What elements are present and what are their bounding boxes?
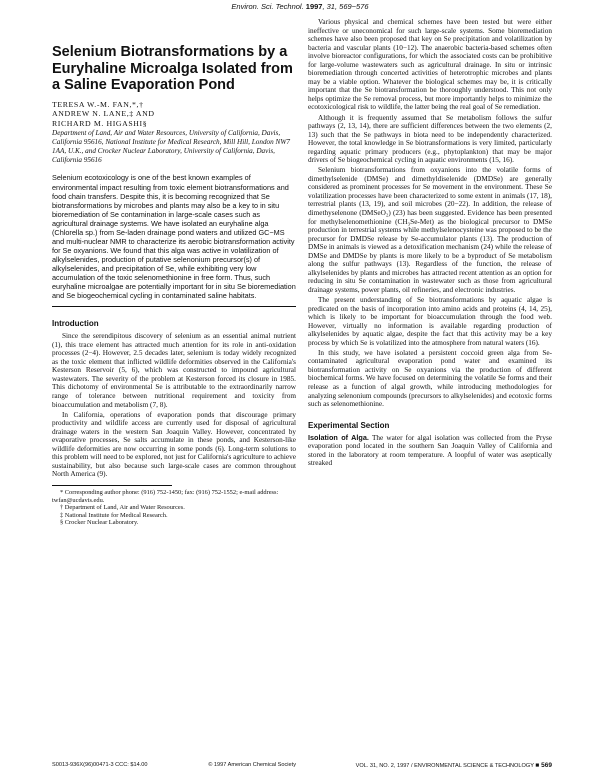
footer-left: [52, 762, 296, 768]
isolation-run-in-heading: Isolation of Alga.: [308, 432, 369, 442]
intro-paragraph: Since the serendipitous discovery of selenium as an essential animal nutrient (1), this trace element has attracted much attention for its role in anti-oxidation processes (2−4). However, 2.5 decades later, selenium is today widely recognized as the toxic element that inflicted wildlife deformities observed in the California's Kesterson Reservoir (5, 6), which was constructed to impound agricultural wastewaters. The severity of the problem at Kesterson forced its closure in 1985. This dichotomy of environmental Se is attributable to the extraordinarily narrow range of tolerance between nutritional requirement and toxicity from bioaccumulation and metabolism (7, 8).: [52, 332, 296, 409]
author-list: [52, 100, 296, 129]
intro-paragraph: In California, operations of evaporation ponds that discourage primary productivity and wildlife access are currently used for disposal of agricultural drainage waters in the western San Joaquin Valley. However, concentrated by evaporative processes, Se salts accumulate in these ponds, and Kesterson-like wildlife deformities are now occurring in some ponds (6). Long-term solutions to this problem will need to be explored, not just for California's agriculture to achieve sustainability, but also because such large-scale cases are common throughout North America (9).: [52, 410, 296, 479]
body-paragraph: In this study, we have isolated a persistent coccoid green alga from Se-contaminated agricultural evaporation pond water and examined its biotransformation activity on Se oxyanions via the production of different biochemical forms. We have focused on determining the volatile Se forms and their release as a function of algal growth, while introducing methodologies for analyzing selenonium compounds (precursors to alkylselenides) and ecotoxic forms such as selenomethionine.: [308, 348, 552, 409]
journal-year: 1997: [305, 2, 323, 11]
footnotes: [52, 485, 279, 527]
page-number: ■ 569: [535, 762, 552, 769]
affiliations: Department of Land, Air and Water Resources, University of California, Davis, California 95616, National Institute for Medical Research, Mill Hill, London NW7 1AA, U.K., and Crocker Nuclear Laboratory, University of California, Davis, California 95616: [52, 129, 290, 164]
left-column: [52, 18, 296, 527]
footer-right: [308, 762, 552, 769]
journal-name: Environ. Sci. Technol.: [231, 2, 304, 11]
running-head: [0, 0, 600, 14]
article-title: Selenium Biotransformations by a Euryhaline Microalga Isolated from a Saline Evaporation Pond: [52, 44, 293, 93]
journal-volume-pages: , 31, 569−576: [322, 2, 369, 11]
footnote-affil-2: ‡ National Institute for Medical Research.: [60, 511, 168, 519]
body-paragraph: Various physical and chemical schemes have been tested but were either ineffective or uneconomical for such large-scale systems. Some bioremediation schemes have also been proposed that key on Se precipitation and volatilization by bacteria and vascular plants (10−12). The anaerobic bacteria-based schemes often involve bioreactor configurations, for which the associated costs can be prohibitive for large-volume wastewaters such as agricultural drainage. In situ or intrinsic bioremediation through concerted activities of heterotrophic microbes and plants may be a viable option. Whatever the biological schemes may be, it is critically important that the Se biotransformation be thoroughly understood. This not only helps optimize the Se removal process, but more importantly helps to minimize the ecotoxicological risk to wildlife, the latter being the real goal of Se remediation.: [308, 18, 552, 112]
author-line: TERESA W.-M. FAN,*,†: [52, 99, 144, 109]
footnote-corresponding: * Corresponding author phone: (916) 752-1450; fax: (916) 752-1552; e-mail address: twfan@ucdavis.edu.: [52, 488, 279, 504]
abstract: Selenium ecotoxicology is one of the best known examples of environmental impact resulting from toxic element biotransformations and food chain transfers. Despite this, it is becoming recognized that Se biotransformations by microbes and plants may also be a key to in situ bioremediation of Se contamination in large-scale cases such as agricultural drainage systems. We have isolated an euryhaline alga (Chlorella sp.) from Se-laden drainage pond waters and utilized GC−MS and multi-nuclear NMR to characterize its aerobic biotransformation activity for Se oxyanions. We found that this alga was active in volatilization of alkylselenides, production of putative selenonium precursor(s) of alkylselenides, and precipitation of Se, while exhibiting very low accumulation of the toxic selenomethionine in free form. Thus, such euryhaline microalgae are potentially important for in situ Se bioremediation and Se biogeochemical cycling in contaminated saline habitats.: [52, 173, 296, 301]
doi-code: S0013-936X(96)00471-3 CCC: $14.00: [52, 762, 148, 768]
body-paragraph: Although it is frequently assumed that Se metabolism follows the sulfur pathways (2, 13, 14), there are sufficient differences between the two elements (2, 13) such that the Se pathways in biota need to be independently characterized. However, the total knowledge in Se biotransformations is very limited, particularly regarding aquatic primary producers (e.g., phytoplankton) that may be major drivers of Se biogeochemical cycling in aquatic environments (15, 16).: [308, 113, 552, 165]
issue-info: VOL. 31, NO. 2, 1997 / ENVIRONMENTAL SCIENCE & TECHNOLOGY: [355, 763, 534, 769]
abstract-divider: [52, 306, 296, 307]
author-line: RICHARD M. HIGASHI§: [52, 118, 148, 128]
body-paragraph: Selenium biotransformations from oxyanions into the volatile forms of dimethylselenide (DMSe) and dimethyldiselenide (DMDSe) are generally considered as prominent processes for Se movement in the environment. These Se volatilization processes have been characterized to some extent in animals (17, 18), terrestrial plants (13, 19), and soil microbes (20−22). In addition, the release of dimethyselenone (DMSeO₂) (23) has been suggested. Evidence has been presented for methylselenomethionine (CH₃Se-Met) as the biological precursor to DMSe production in terrestrial systems while methylselenocysteine was proposed to be the precursor for DMDSe release by Se-accumulator plants (13). The production of DMSe in animals is viewed as a detoxification mechanism (24) while the release of DMSe and DMDSe by plants is more likely to be a byproduct of Se metabolism along the sulfur pathways (13). Regardless of the function, the release of alkylselenides by plants and microbes has attracted recent attention as an option for reducing in situ Se contamination in wastewater such as those from agricultural drainage systems, power plants, oil refineries, and electronic industries.: [308, 166, 552, 294]
introduction-heading: Introduction: [52, 319, 99, 329]
footnote-affil-1: † Department of Land, Air and Water Resources.: [60, 504, 185, 512]
body-paragraph: The present understanding of Se biotransformations by aquatic algae is predicated on the basis of incorporation into amino acids and proteins (4, 14, 25), which is likely to be important for bioaccumulation through the food web. However, virtually no information is available regarding production of alkylselenides by aquatic algae, despite the fact that this activity may be a key process by which Se is volatilized into the atmosphere from natural waters (16).: [308, 296, 552, 347]
experimental-text: The water for algal isolation was collected from the Pryse evaporation pond located in the southern San Joaquin Valley of California and stored in the laboratory at room temperature. A loopful of water was aseptically streaked: [308, 433, 552, 468]
footnote-affil-3: § Crocker Nuclear Laboratory.: [60, 519, 139, 527]
experimental-paragraph: [308, 434, 552, 468]
right-column: [308, 18, 552, 469]
copyright: © 1997 American Chemical Society: [208, 762, 296, 768]
author-line: ANDREW N. LANE,‡ AND: [52, 109, 155, 119]
experimental-heading: Experimental Section: [308, 420, 390, 430]
